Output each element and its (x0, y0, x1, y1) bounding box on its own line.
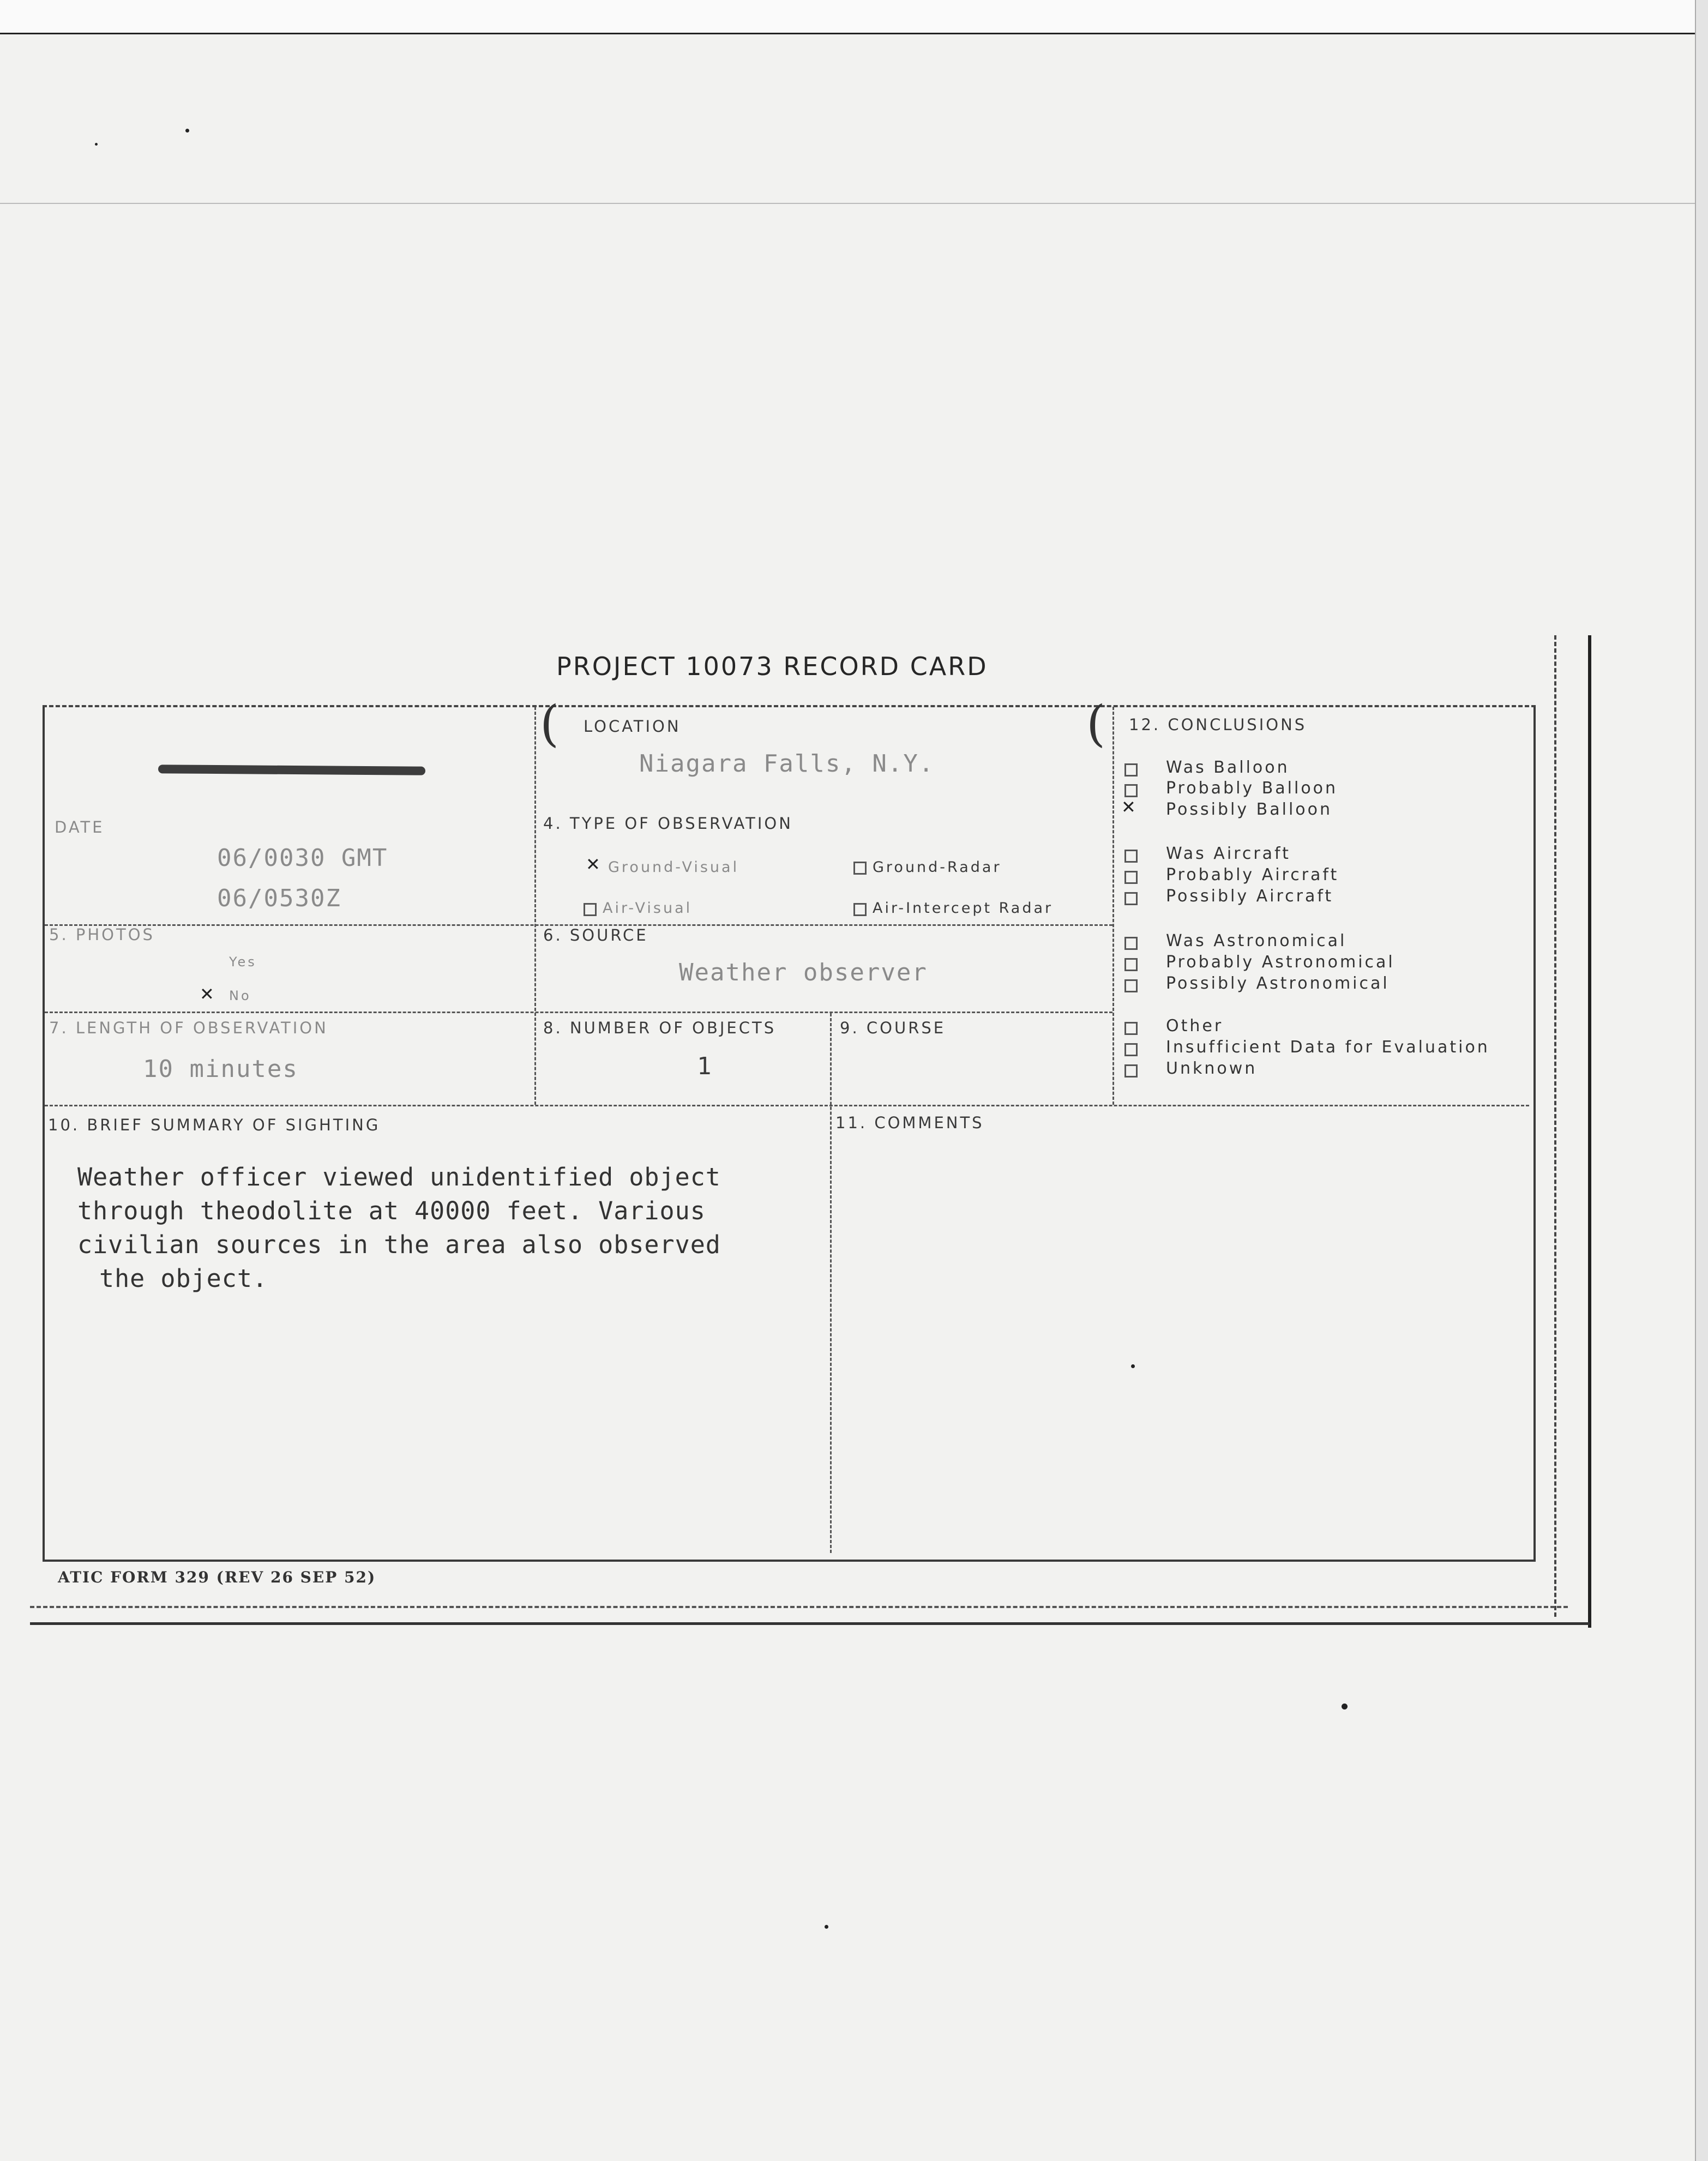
air-visual-label: Air-Visual (603, 900, 693, 917)
form-id: ATIC FORM 329 (REV 26 SEP 52) (58, 1568, 376, 1586)
time-value: 06/0530Z (217, 884, 341, 912)
length-value: 10 minutes (143, 1055, 298, 1083)
length-label: 7. LENGTH OF OBSERVATION (49, 1019, 328, 1037)
conclusion-option: Was Balloon (1166, 758, 1290, 777)
conclusion-checkbox[interactable] (1124, 937, 1138, 950)
date-label: DATE (55, 818, 105, 836)
divider-col-2 (1112, 707, 1114, 1105)
conclusion-checkbox[interactable] (1124, 979, 1138, 992)
conclusion-checkbox[interactable] (1124, 805, 1134, 815)
divider-col-1 (534, 707, 536, 1105)
number-of-objects-label: 8. NUMBER OF OBJECTS (543, 1019, 777, 1037)
summary-label: 10. BRIEF SUMMARY OF SIGHTING (48, 1116, 381, 1134)
conclusion-checkbox[interactable] (1124, 1064, 1138, 1078)
summary-line: Weather officer viewed unidentified object (77, 1163, 721, 1191)
location-label: LOCATION (584, 717, 681, 736)
dust-speck (185, 129, 189, 133)
photos-yes-label: Yes (229, 954, 257, 970)
photos-label: 5. PHOTOS (49, 925, 155, 944)
page-right-edge (1695, 0, 1708, 2161)
conclusion-option: Possibly Aircraft (1166, 887, 1334, 906)
conclusion-option: Unknown (1166, 1059, 1258, 1078)
divider-row-1 (45, 1012, 1112, 1013)
page-fold-line (0, 203, 1708, 204)
conclusion-checkbox[interactable] (1124, 784, 1138, 797)
conclusion-checkbox[interactable] (1124, 871, 1138, 884)
air-intercept-radar-label: Air-Intercept Radar (873, 900, 1054, 917)
conclusion-checkbox[interactable] (1124, 892, 1138, 905)
ground-radar-checkbox[interactable] (853, 862, 867, 875)
photos-no-label: No (229, 988, 251, 1003)
conclusion-option: Probably Aircraft (1166, 865, 1339, 884)
observation-type-label: 4. TYPE OF OBSERVATION (543, 814, 793, 833)
photos-no-checkbox[interactable] (203, 992, 213, 1002)
card-title: PROJECT 10073 RECORD CARD (556, 652, 988, 681)
summary-line: through theodolite at 40000 feet. Various (77, 1196, 706, 1225)
page-top-edge (0, 0, 1708, 34)
conclusion-checkbox[interactable] (1124, 763, 1138, 776)
date-value: 06/0030 GMT (217, 844, 388, 872)
conclusions-label: 12. CONCLUSIONS (1129, 715, 1307, 734)
redaction-mark (158, 765, 425, 775)
conclusion-option: Possibly Astronomical (1166, 974, 1390, 993)
outer-border-bottom-solid (30, 1622, 1590, 1625)
location-value: Niagara Falls, N.Y. (639, 750, 935, 778)
conclusion-checkbox[interactable] (1124, 958, 1138, 971)
divider-col-course (830, 1013, 832, 1553)
dust-speck (95, 143, 98, 146)
conclusion-option: Was Astronomical (1166, 931, 1347, 950)
comments-label: 11. COMMENTS (835, 1113, 984, 1132)
conclusion-option: Other (1166, 1016, 1224, 1036)
divider-row-2 (45, 1105, 1529, 1106)
course-label: 9. COURSE (840, 1019, 946, 1037)
summary-line: civilian sources in the area also observed (77, 1230, 721, 1259)
conclusion-option: Probably Astronomical (1166, 953, 1395, 972)
conclusion-checkbox[interactable] (1124, 1022, 1138, 1035)
dust-speck (1342, 1703, 1348, 1709)
number-of-objects-value: 1 (697, 1052, 713, 1080)
open-paren: ( (1086, 695, 1106, 753)
ground-visual-checkbox[interactable] (589, 863, 599, 872)
dust-speck (825, 1925, 828, 1929)
conclusion-option: Probably Balloon (1166, 779, 1338, 798)
outer-border-bottom (30, 1606, 1568, 1608)
air-intercept-radar-checkbox[interactable] (853, 903, 867, 916)
outer-border-right-solid (1588, 635, 1591, 1628)
summary-text (77, 1160, 803, 1296)
conclusion-option: Was Aircraft (1166, 844, 1291, 863)
conclusion-option: Insufficient Data for Evaluation (1166, 1038, 1490, 1057)
air-visual-checkbox[interactable] (584, 903, 597, 916)
ground-radar-label: Ground-Radar (873, 859, 1002, 876)
summary-line: the object. (99, 1264, 268, 1293)
conclusion-checkbox[interactable] (1124, 1043, 1138, 1056)
ground-visual-label: Ground-Visual (608, 859, 739, 876)
source-value: Weather observer (679, 959, 928, 986)
outer-border-right (1554, 635, 1556, 1617)
conclusion-option: Possibly Balloon (1166, 800, 1332, 819)
conclusion-checkbox[interactable] (1124, 850, 1138, 863)
open-paren: ( (540, 695, 560, 753)
source-label: 6. SOURCE (543, 926, 648, 944)
